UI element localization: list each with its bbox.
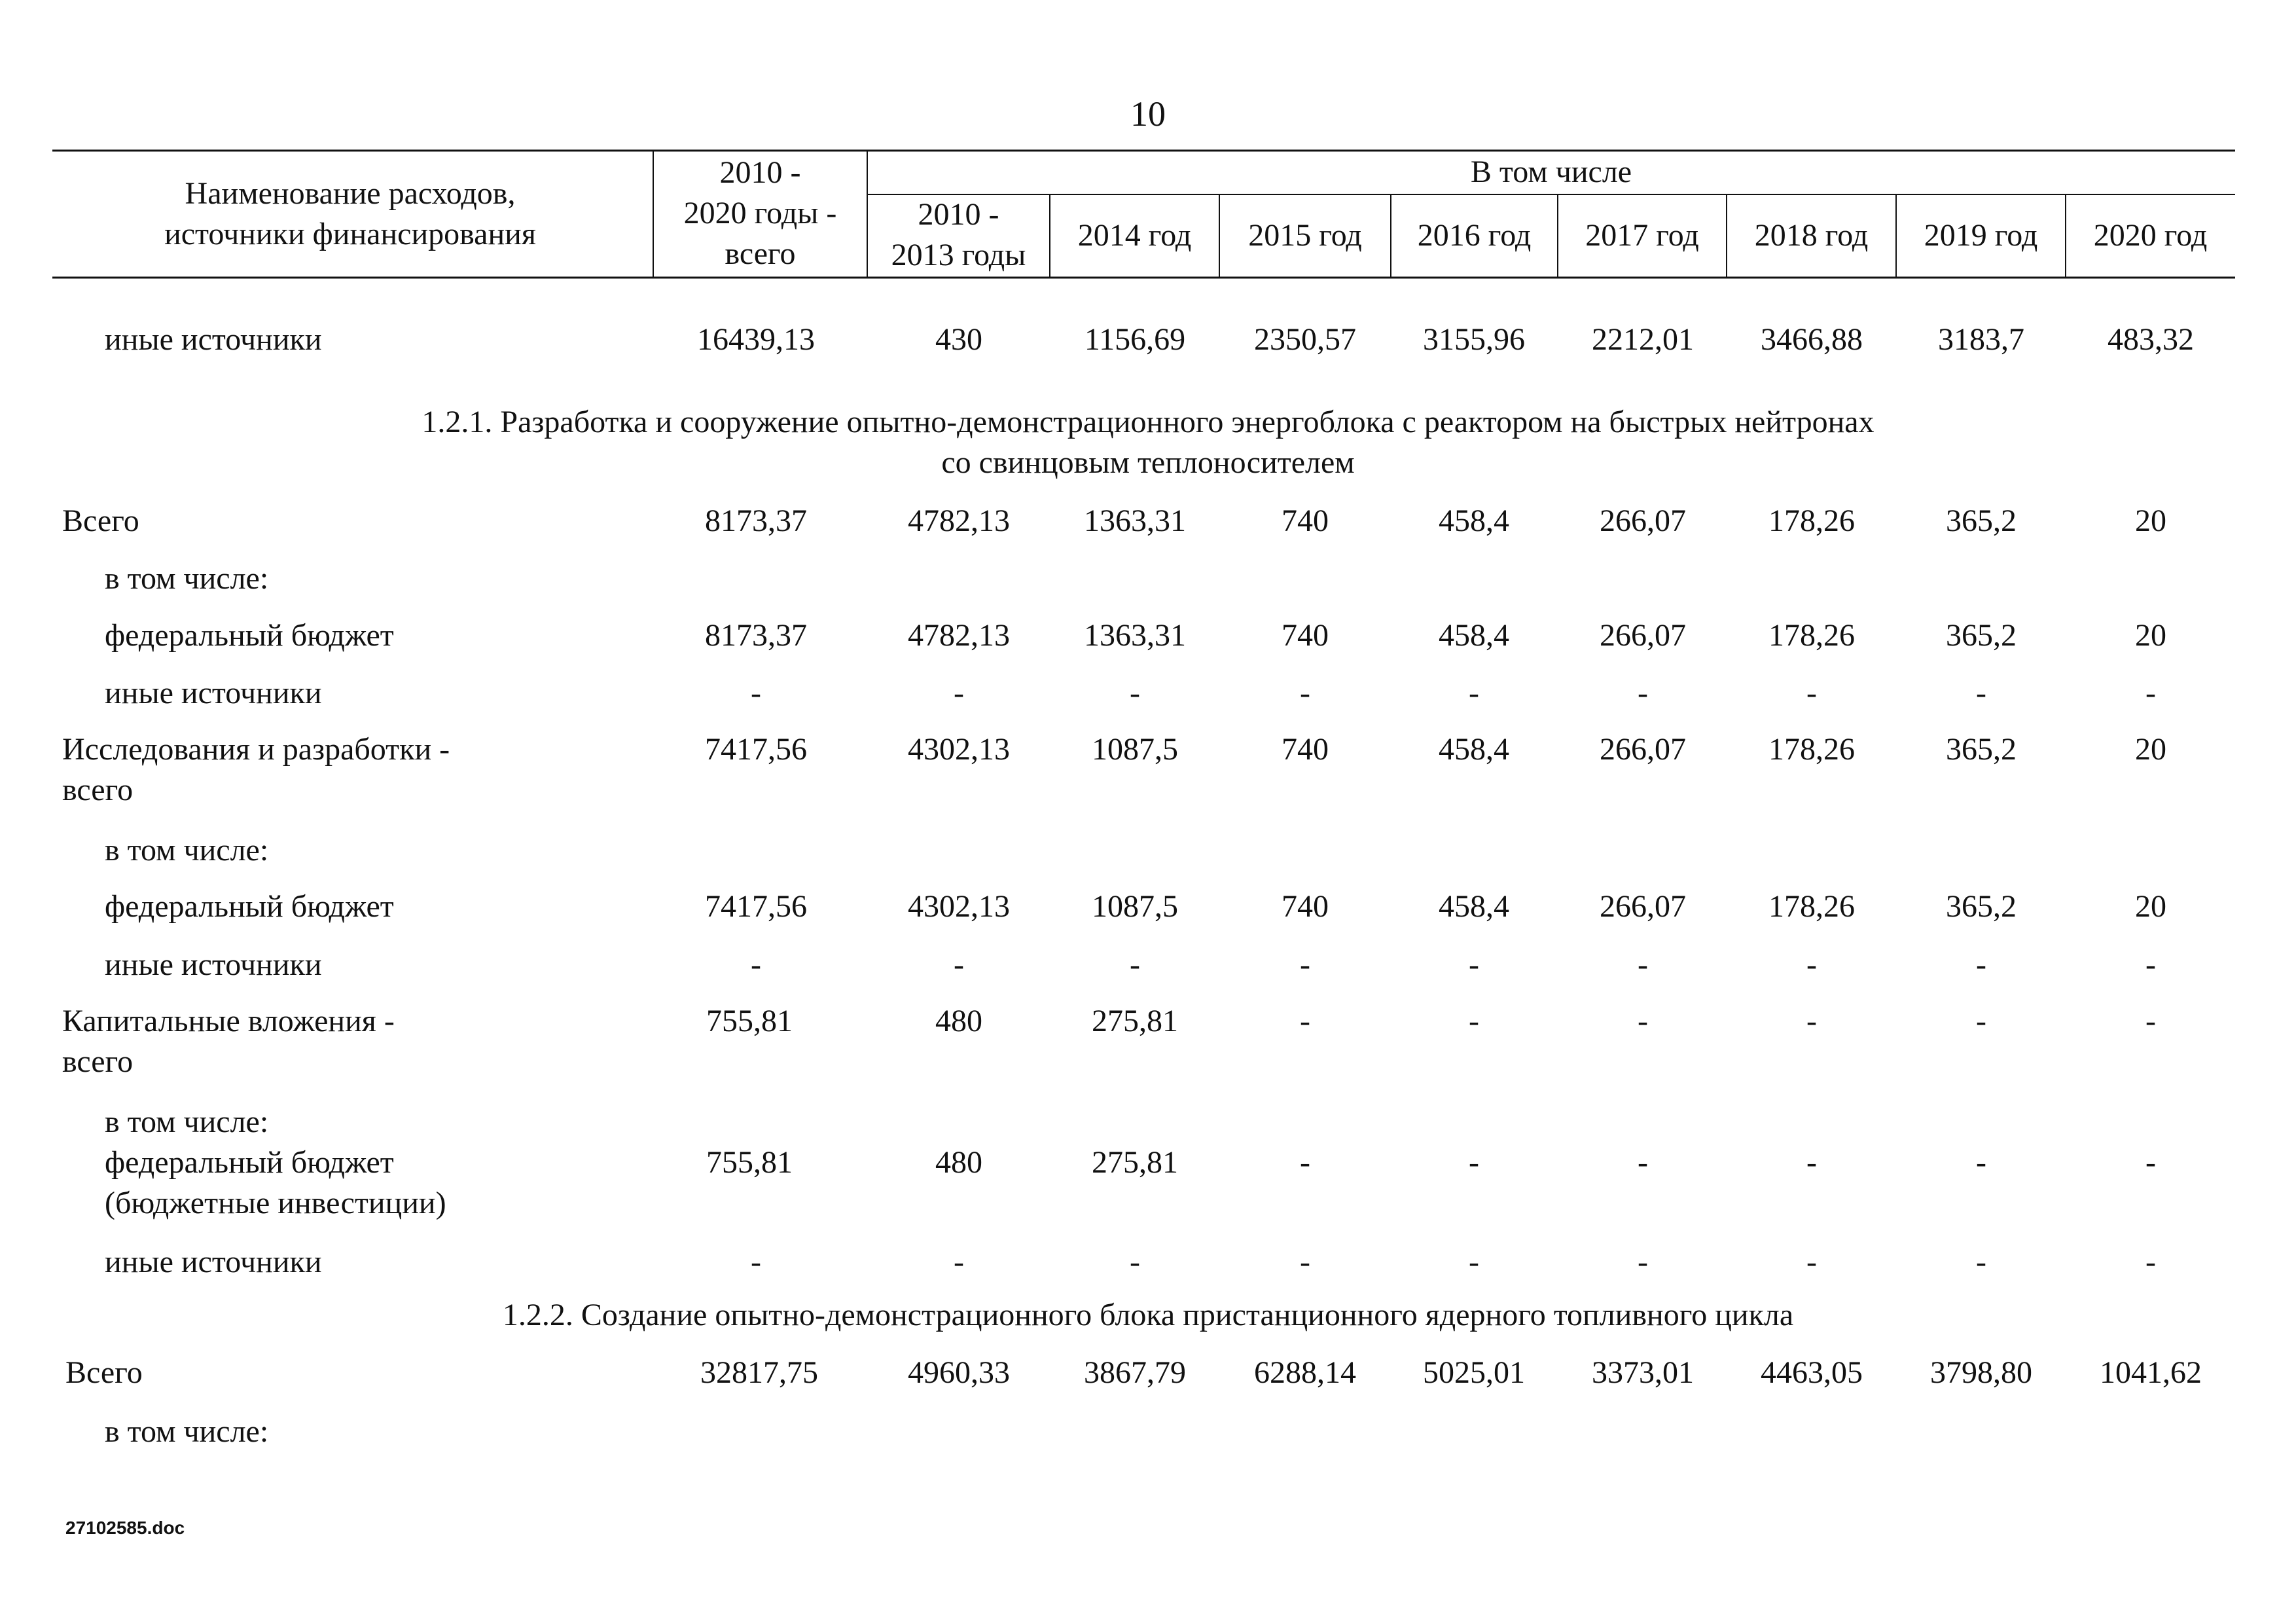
value-2015: -	[1300, 1245, 1310, 1279]
row-label: в том числе:	[105, 561, 269, 596]
value-2020: 20	[2135, 503, 2166, 538]
page-number: 10	[1130, 94, 1166, 134]
value-2017: -	[1638, 1245, 1648, 1279]
section-title-1-2-1	[0, 402, 2296, 483]
value-2018: -	[1806, 1004, 1817, 1038]
row-label: Всего	[62, 503, 139, 538]
row-label	[62, 1001, 395, 1082]
row-label-line: федеральный бюджет	[105, 1145, 394, 1180]
value-2018: 178,26	[1768, 503, 1855, 538]
row-label: Всего	[65, 1355, 143, 1390]
value-total: -	[751, 947, 761, 982]
row-label: иные источники	[105, 947, 322, 982]
value-2019: 365,2	[1946, 889, 2017, 924]
value-2014: 1363,31	[1084, 618, 1186, 653]
row-label: в том числе:	[105, 833, 269, 867]
value-2019: 365,2	[1946, 618, 2017, 653]
value-2017: -	[1638, 1145, 1648, 1180]
value-2010-2013: 430	[935, 322, 982, 357]
header-total-line: 2010 -	[719, 155, 801, 190]
header-total-column	[653, 153, 867, 274]
value-2015: -	[1300, 947, 1310, 982]
value-2016: 458,4	[1439, 732, 1509, 767]
value-2015: -	[1300, 1145, 1310, 1180]
value-2015: 740	[1282, 732, 1329, 767]
value-total: 16439,13	[697, 322, 815, 357]
value-2020: 20	[2135, 732, 2166, 767]
value-total: 8173,37	[705, 618, 807, 653]
value-2015: 6288,14	[1254, 1355, 1356, 1390]
value-total: 7417,56	[705, 732, 807, 767]
value-2019: -	[1976, 1245, 1986, 1279]
value-2016: 458,4	[1439, 618, 1509, 653]
value-total: -	[751, 676, 761, 710]
value-2016: 3155,96	[1423, 322, 1525, 357]
header-year-2015: 2015 год	[1248, 218, 1362, 253]
value-2010-2013: 4960,33	[908, 1355, 1010, 1390]
value-2017: -	[1638, 947, 1648, 982]
value-2018: -	[1806, 947, 1817, 982]
value-2017: 266,07	[1600, 618, 1686, 653]
value-2016: -	[1469, 1004, 1479, 1038]
section-title-1-2-2	[0, 1295, 2296, 1336]
value-total: 8173,37	[705, 503, 807, 538]
value-2017: -	[1638, 676, 1648, 710]
value-2014: 1156,69	[1084, 322, 1186, 357]
value-2014: 3867,79	[1084, 1355, 1186, 1390]
value-2014: 1363,31	[1084, 503, 1186, 538]
document-filename: 27102585.doc	[65, 1518, 185, 1538]
value-2018: 3466,88	[1761, 322, 1863, 357]
value-2018: -	[1806, 1145, 1817, 1180]
value-2019: -	[1976, 1004, 1986, 1038]
value-2019: 365,2	[1946, 732, 2017, 767]
value-total: 755,81	[706, 1004, 793, 1038]
row-label-line: всего	[62, 1044, 134, 1079]
row-label-line: в том числе:	[105, 1104, 269, 1139]
value-total: -	[751, 1245, 761, 1279]
header-year-2019: 2019 год	[1924, 218, 2038, 253]
value-2016: 458,4	[1439, 889, 1509, 924]
value-2015: 740	[1282, 618, 1329, 653]
row-label-line: Капитальные вложения -	[62, 1004, 395, 1038]
value-2020: 1041,62	[2100, 1355, 2202, 1390]
header-year-line: 2013 годы	[891, 238, 1026, 272]
row-label: федеральный бюджет	[105, 618, 394, 653]
value-2020: 483,32	[2108, 322, 2194, 357]
header-year-line: 2010 -	[918, 197, 999, 232]
value-2010-2013: 4782,13	[908, 618, 1010, 653]
value-2010-2013: 480	[935, 1004, 982, 1038]
value-2014: 275,81	[1092, 1145, 1178, 1180]
value-2016: -	[1469, 1145, 1479, 1180]
row-label-line: (бюджетные инвестиции)	[105, 1186, 446, 1220]
header-name-column	[92, 173, 609, 255]
value-2019: 365,2	[1946, 503, 2017, 538]
value-2018: 178,26	[1768, 732, 1855, 767]
value-2020: 20	[2135, 618, 2166, 653]
value-2018: 178,26	[1768, 618, 1855, 653]
value-2014: 1087,5	[1092, 732, 1178, 767]
value-2018: -	[1806, 676, 1817, 710]
value-2020: -	[2145, 947, 2156, 982]
value-2017: 2212,01	[1592, 322, 1694, 357]
value-2020: -	[2145, 1145, 2156, 1180]
header-total-line: всего	[725, 236, 796, 271]
value-2018: -	[1806, 1245, 1817, 1279]
header-total-line: 2020 годы -	[683, 196, 837, 230]
value-2015: -	[1300, 1004, 1310, 1038]
row-label: федеральный бюджет	[105, 889, 394, 924]
value-2019: -	[1976, 676, 1986, 710]
row-label: иные источники	[105, 676, 322, 710]
row-label-line: Исследования и разработки -	[62, 732, 450, 767]
value-2017: 266,07	[1600, 503, 1686, 538]
value-2016: -	[1469, 947, 1479, 982]
row-label: иные источники	[105, 1245, 322, 1279]
value-2020: 20	[2135, 889, 2166, 924]
value-2016: -	[1469, 676, 1479, 710]
value-2020: -	[2145, 1004, 2156, 1038]
value-2019: -	[1976, 1145, 1986, 1180]
section-title-line: 1.2.2. Создание опытно-демонстрационного блока пристанционного ядерного топливного цикла	[502, 1298, 1794, 1332]
value-2014: -	[1130, 947, 1140, 982]
value-2018: 178,26	[1768, 889, 1855, 924]
row-label: в том числе:	[105, 1414, 269, 1449]
value-2015: 2350,57	[1254, 322, 1356, 357]
value-total: 32817,75	[700, 1355, 818, 1390]
value-2017: -	[1638, 1004, 1648, 1038]
value-2010-2013: -	[954, 676, 964, 710]
value-2010-2013: 4302,13	[908, 732, 1010, 767]
row-label	[62, 729, 450, 811]
value-2019: 3183,7	[1938, 322, 2024, 357]
header-year-2018: 2018 год	[1754, 218, 1869, 253]
value-2016: 5025,01	[1423, 1355, 1525, 1390]
value-2018: 4463,05	[1761, 1355, 1863, 1390]
value-2010-2013: 4782,13	[908, 503, 1010, 538]
header-year-2017: 2017 год	[1585, 218, 1699, 253]
value-2017: 266,07	[1600, 732, 1686, 767]
value-2016: 458,4	[1439, 503, 1509, 538]
value-2014: 1087,5	[1092, 889, 1178, 924]
value-2016: -	[1469, 1245, 1479, 1279]
row-label	[105, 1102, 446, 1224]
value-2015: -	[1300, 676, 1310, 710]
value-2019: 3798,80	[1930, 1355, 2032, 1390]
section-title-line: со свинцовым теплоносителем	[941, 445, 1355, 480]
value-2014: -	[1130, 676, 1140, 710]
header-including: В том числе	[1470, 155, 1632, 189]
value-2014: -	[1130, 1245, 1140, 1279]
header-year-2016: 2016 год	[1417, 218, 1532, 253]
value-2010-2013: 480	[935, 1145, 982, 1180]
section-title-line: 1.2.1. Разработка и сооружение опытно-демонстрационного энергоблока с реактором на быстрых нейтронах	[422, 405, 1874, 439]
row-label-line: всего	[62, 773, 134, 807]
value-2017: 3373,01	[1592, 1355, 1694, 1390]
header-year-2010-2013	[867, 194, 1050, 276]
header-year-2014: 2014 год	[1077, 218, 1192, 253]
header-year-2020: 2020 год	[2093, 218, 2208, 253]
value-2014: 275,81	[1092, 1004, 1178, 1038]
value-2020: -	[2145, 1245, 2156, 1279]
row-label: иные источники	[105, 322, 322, 357]
value-2015: 740	[1282, 503, 1329, 538]
value-total: 7417,56	[705, 889, 807, 924]
value-2019: -	[1976, 947, 1986, 982]
value-2010-2013: 4302,13	[908, 889, 1010, 924]
value-total: 755,81	[706, 1145, 793, 1180]
value-2015: 740	[1282, 889, 1329, 924]
value-2010-2013: -	[954, 947, 964, 982]
value-2017: 266,07	[1600, 889, 1686, 924]
value-2020: -	[2145, 676, 2156, 710]
value-2010-2013: -	[954, 1245, 964, 1279]
header-name-line: источники финансирования	[164, 217, 536, 251]
header-name-line: Наименование расходов,	[185, 176, 516, 211]
